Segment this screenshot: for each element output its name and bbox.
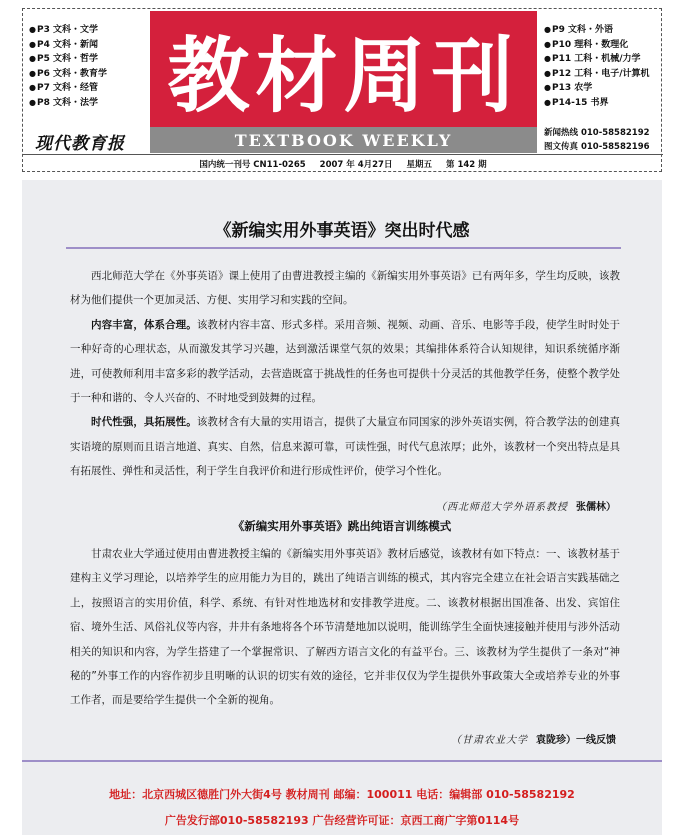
signature-name: 袁陇珍）一线反馈 <box>536 735 616 746</box>
section-index-right <box>544 23 662 110</box>
section-item: ● P7 文科・经管 <box>29 81 149 96</box>
section-item: ● P12 工科・电子/计算机 <box>544 67 662 82</box>
signature-affiliation: （甘肃农业大学 <box>451 735 528 746</box>
paragraph <box>70 313 620 411</box>
paragraph-text: 该教材含有大量的实用语言，提供了大量宣布同国家的涉外英语实例，符合教学法的创建真实语境的原则而且语言地道、真实、自然，信息来源可靠，可读性强，时代气息浓厚；此外，该教材一个突出特点是具有拓展性、弹性和灵活性，利于学生自我评价和进行形成性评价，使学习个性化。 <box>70 416 621 478</box>
paragraph: 甘肃农业大学通过使用由曹进教授主编的《新编实用外事英语》教材后感觉，该教材有如下特点：一、该教材基于建构主义学习理论，以培养学生的应用能力为目的，跳出了纯语言训练的模式，其内容完全建立在社会语言实践基础之上，按照语言的实用价值，科学、系统、有针对性地选材和安排教学进度。二、该教材根据出国准备、出发、宾馆住宿、境外生活、风俗礼仪等内容，井井有条地将各个环节清楚地加以说明，能训练学生全面快速接触并使用与涉外活动相关的知识和内容，为学生搭建了一个掌握常识、了解西方语言文化的有益平台。三、该教材为学生提供了一条对“神秘的”外事工作的内容作初步且明晰的认识的切实有效的途径，它并非仅仅为学生提供外事政策大全或培养专业的外事工作者，而是要给学生提供一个全新的视角。 <box>70 548 620 707</box>
article-body-1 <box>70 264 620 484</box>
section-item: ● P5 文科・哲学 <box>29 52 149 67</box>
fax-line: 图文传真 010-58582196 <box>544 142 650 152</box>
newspaper-title: 教材周刊 <box>167 28 520 124</box>
paragraph <box>70 410 620 483</box>
signature-affiliation: （西北师范大学外语系教授 <box>436 502 568 513</box>
paragraph: 西北师范大学在《外事英语》课上使用了由曹进教授主编的《新编实用外事英语》已有两年多，学生均反映，该教材为他们提供一个更加灵活、方便、实用学习和实践的空间。 <box>70 270 620 307</box>
signature-1 <box>436 498 616 513</box>
section-item: ● P14-15 书界 <box>544 96 662 111</box>
issue-number: 第 142 期 <box>446 159 487 170</box>
article-title: 《新编实用外事英语》突出时代感 <box>214 221 470 241</box>
title-banner <box>150 11 537 127</box>
sub-article-title: 《新编实用外事英语》跳出纯语言训练模式 <box>232 519 452 533</box>
signature-name: 张儒林） <box>576 502 616 513</box>
newspaper-title-en: TEXTBOOK WEEKLY <box>234 130 453 150</box>
paragraph-text: 该教材内容丰富、形式多样。采用音频、视频、动画、音乐、电影等手段，使学生时时处于一种好奇的心理状态，从而激发其学习兴趣，达到激活课堂气氛的效果；其编排体系符合认知规律，知识系统循序渐进，可使教师利用丰富多彩的教学活动，去营造既富于挑战性的任务也可提供十分灵活的其他教学任务，使整个教学处于一种和谐的、令人兴奋的、不时地受到鼓舞的过程。 <box>70 318 621 405</box>
section-item: ● P10 理科・数理化 <box>544 38 662 53</box>
section-item: ● P3 文科・文学 <box>29 23 149 38</box>
section-item: ● P4 文科・新闻 <box>29 38 149 53</box>
section-item: ● P13 农学 <box>544 81 662 96</box>
article-body-2 <box>70 542 620 713</box>
paragraph-heading: 内容丰富，体系合理。 <box>91 318 197 331</box>
section-item: ● P8 文科・法学 <box>29 96 149 111</box>
brand-logo: 现代教育报 <box>35 134 125 154</box>
signature-2 <box>451 731 616 746</box>
section-item: ● P6 文科・教育学 <box>29 67 149 82</box>
weekday: 星期五 <box>406 159 432 170</box>
issue-info <box>23 154 663 172</box>
contact-block <box>544 126 662 154</box>
article-panel <box>22 180 662 835</box>
issn: 国内统一刊号 CN11-0265 <box>199 159 306 170</box>
section-index-left <box>29 23 149 110</box>
news-hotline: 新闻热线 010-58582192 <box>544 128 650 138</box>
footer-ads: 广告发行部010-58582193 广告经营许可证：京西工商广字第0114号 <box>164 814 520 827</box>
title-en-banner <box>150 127 537 153</box>
title-divider <box>66 247 621 249</box>
paragraph-heading: 时代性强，具拓展性。 <box>91 416 197 429</box>
section-item: ● P11 工科・机械/力学 <box>544 52 662 67</box>
issue-date: 2007 年 4月27日 <box>319 159 393 170</box>
footer-divider <box>22 760 662 762</box>
title-block <box>150 11 537 153</box>
section-item: ● P9 文科・外语 <box>544 23 662 38</box>
masthead <box>22 8 662 172</box>
footer-address: 地址：北京西城区德胜门外大街4号 教材周刊 邮编：100011 电话：编辑部 010-58582192 <box>109 788 575 801</box>
